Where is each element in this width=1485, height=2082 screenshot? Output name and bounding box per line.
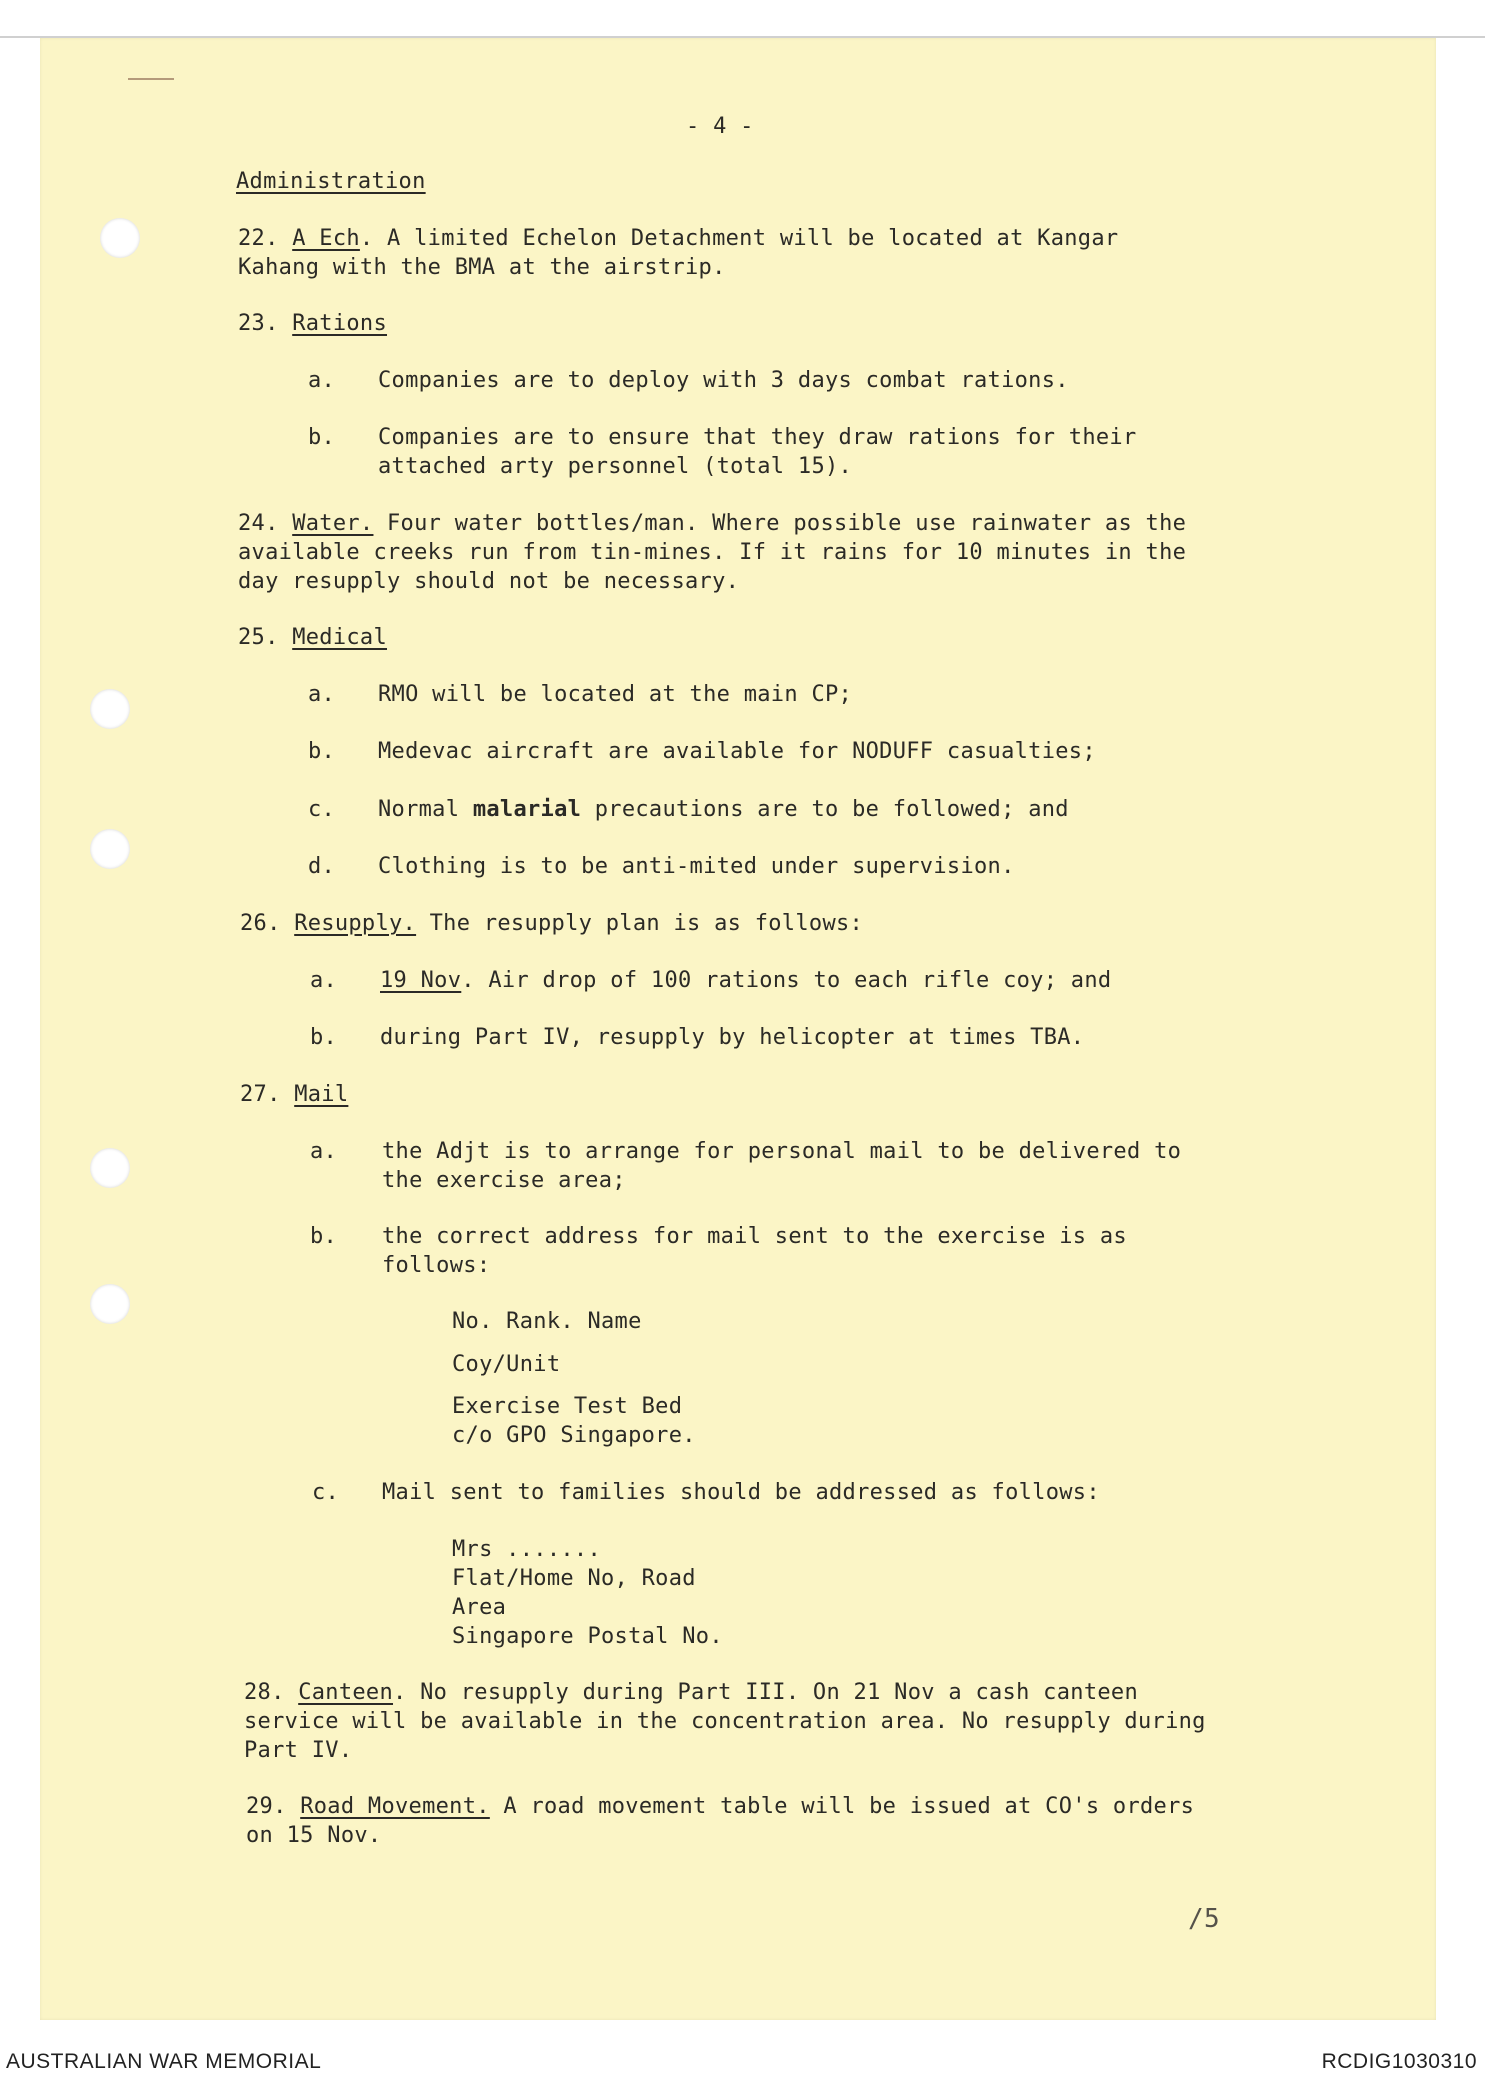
subpara-text: Companies are to deploy with 3 days combat rations.	[378, 368, 1069, 393]
subpara-text: Clothing is to be anti-mited under supervision.	[378, 854, 1015, 879]
subpara-text	[380, 966, 1111, 995]
subpara-text	[378, 795, 1069, 824]
para-22-line-1	[238, 224, 1118, 253]
para-number: 29.	[246, 1794, 287, 1819]
para-text: . No resupply during Part III. On 21 Nov a cash canteen	[393, 1680, 1138, 1705]
para-number: 26.	[240, 911, 281, 936]
subpara-letter: d.	[308, 854, 336, 879]
footer-left: AUSTRALIAN WAR MEMORIAL	[6, 2050, 322, 2073]
punch-hole	[90, 1284, 130, 1324]
para-text: The resupply plan is as follows:	[416, 911, 864, 936]
punch-hole	[90, 829, 130, 869]
punch-hole	[100, 218, 140, 258]
subpara-letter: b.	[308, 425, 336, 450]
section-heading: Administration	[236, 169, 426, 194]
address-line: c/o GPO Singapore.	[452, 1423, 696, 1448]
para-27-heading-line	[240, 1080, 348, 1109]
para-heading: A Ech	[292, 226, 360, 251]
subpara-letter: a.	[308, 368, 336, 393]
subpara-text: during Part IV, resupply by helicopter at times TBA.	[380, 1025, 1085, 1050]
para-28-line-1	[244, 1678, 1138, 1707]
subpara-letter: a.	[310, 1139, 338, 1164]
subpara-text: attached arty personnel (total 15).	[378, 454, 853, 479]
subpara-letter: c.	[308, 797, 336, 822]
para-26-line-1	[240, 909, 863, 938]
subpara-text: Mail sent to families should be addressed as follows:	[382, 1480, 1100, 1505]
para-number: 28.	[244, 1680, 285, 1705]
subpara-letter: a.	[308, 682, 336, 707]
para-28-line-2: service will be available in the concentration area. No resupply during	[244, 1709, 1206, 1734]
para-24-line-1	[238, 509, 1186, 538]
para-heading: Resupply.	[294, 911, 417, 936]
continuation-marker: /5	[1188, 1904, 1220, 1934]
para-29-line-2: on 15 Nov.	[246, 1823, 382, 1848]
para-24-line-2: available creeks run from tin-mines. If it rains for 10 minutes in the	[238, 540, 1187, 565]
para-heading: Mail	[294, 1082, 349, 1107]
subpara-text: the exercise area;	[382, 1168, 626, 1193]
para-heading: Canteen	[298, 1680, 394, 1705]
subpara-text: Medevac aircraft are available for NODUFF casualties;	[378, 739, 1096, 764]
subpara-text: follows:	[382, 1253, 491, 1278]
para-text: A road movement table will be issued at CO's orders	[489, 1794, 1195, 1819]
subpara-letter: a.	[310, 968, 338, 993]
address-line: Area	[452, 1595, 507, 1620]
para-22-line-2: Kahang with the BMA at the airstrip.	[238, 255, 726, 280]
subpara-text: Companies are to ensure that they draw rations for their	[378, 425, 1137, 450]
subpara-text: RMO will be located at the main CP;	[378, 682, 853, 707]
subpara-text: the Adjt is to arrange for personal mail to be delivered to	[382, 1139, 1182, 1164]
text-run: . Air drop of 100 rations to each rifle coy; and	[461, 968, 1112, 993]
subpara-letter: c.	[312, 1480, 340, 1505]
para-28-line-3: Part IV.	[244, 1738, 353, 1763]
address-line: Exercise Test Bed	[452, 1394, 683, 1419]
para-29-line-1	[246, 1792, 1194, 1821]
para-number: 23.	[238, 311, 279, 336]
ink-mark	[128, 78, 174, 80]
para-text: . A limited Echelon Detachment will be located at Kangar	[359, 226, 1119, 251]
para-25-heading-line	[238, 623, 387, 652]
address-line: No. Rank. Name	[452, 1309, 642, 1334]
page-number: - 4 -	[686, 114, 754, 139]
para-text: Four water bottles/man. Where possible use rainwater as the	[373, 511, 1187, 536]
para-number: 27.	[240, 1082, 281, 1107]
subpara-letter: b.	[308, 739, 336, 764]
para-heading: Water.	[292, 511, 374, 536]
subpara-letter: b.	[310, 1224, 338, 1249]
bold-word: malarial	[472, 797, 582, 822]
footer-right: RCDIG1030310	[1321, 2050, 1477, 2073]
address-line: Coy/Unit	[452, 1352, 561, 1377]
subpara-text: the correct address for mail sent to the exercise is as	[382, 1224, 1127, 1249]
para-number: 22.	[238, 226, 279, 251]
text-run: precautions are to be followed; and	[581, 797, 1069, 822]
address-line: Flat/Home No, Road	[452, 1566, 696, 1591]
para-number: 25.	[238, 625, 279, 650]
para-heading: Medical	[292, 625, 388, 650]
punch-hole	[90, 1148, 130, 1188]
para-23-heading-line	[238, 309, 387, 338]
para-number: 24.	[238, 511, 279, 536]
para-24-line-3: day resupply should not be necessary.	[238, 569, 740, 594]
address-line: Mrs .......	[452, 1537, 601, 1562]
subpara-heading: 19 Nov	[380, 968, 462, 993]
para-heading: Rations	[292, 311, 388, 336]
text-run: Normal	[378, 797, 473, 822]
para-heading: Road Movement.	[300, 1794, 490, 1819]
subpara-letter: b.	[310, 1025, 338, 1050]
punch-hole	[90, 689, 130, 729]
address-line: Singapore Postal No.	[452, 1624, 723, 1649]
